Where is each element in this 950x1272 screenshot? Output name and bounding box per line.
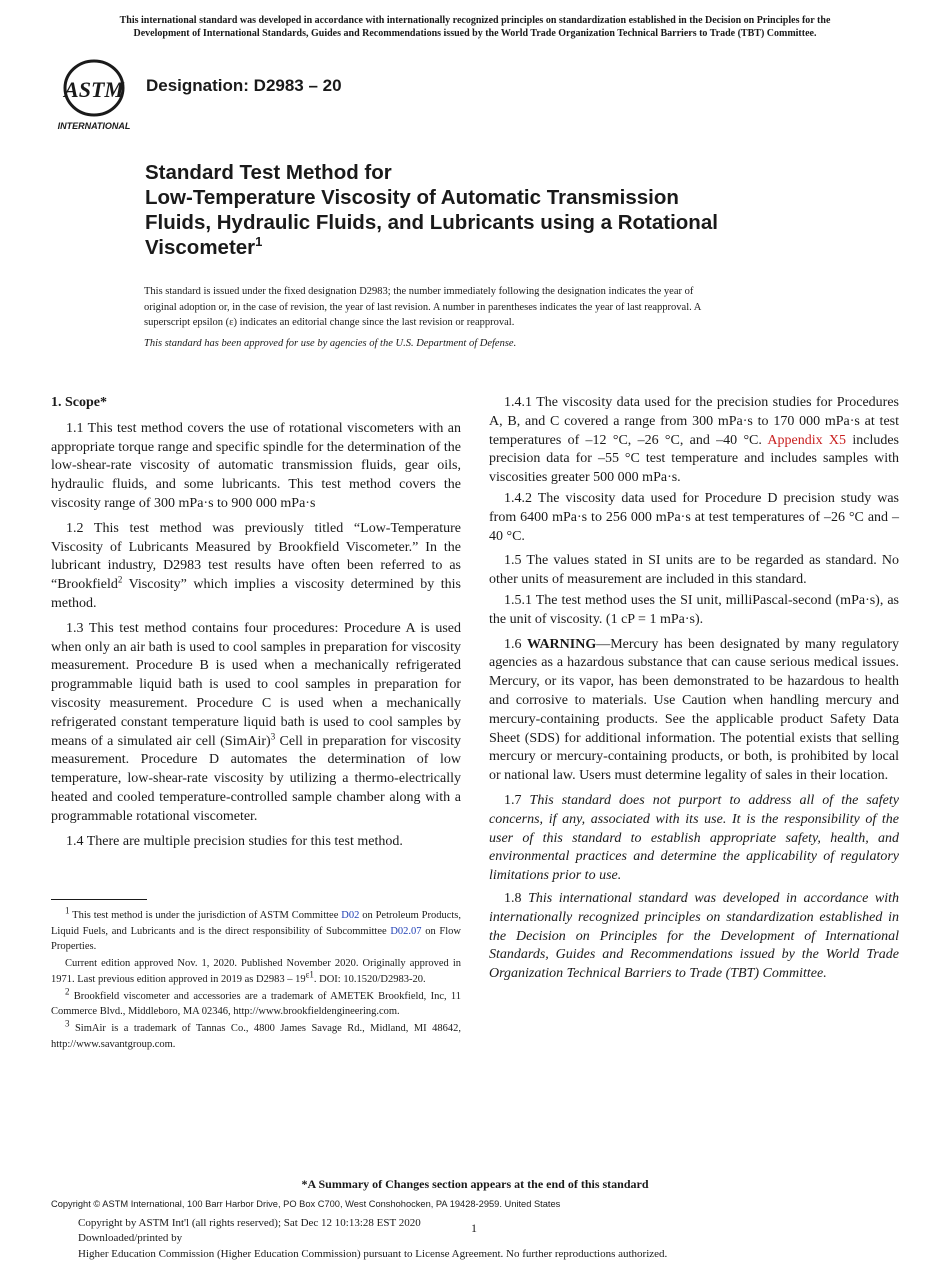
- copyright-line: Copyright © ASTM International, 100 Barr Harbor Drive, PO Box C700, West Conshohocken, PA 19428-2959. United States: [51, 1199, 561, 1209]
- footnote-number: 3: [65, 1018, 70, 1029]
- issued-note-line: superscript epsilon (ε) indicates an editorial change since the last revision or reapproval.: [144, 317, 515, 328]
- paragraph-number: 1.6: [504, 636, 527, 652]
- banner-line: Development of International Standards, Guides and Recommendations issued by the World Trade Organization Technical Barriers to Trade (TBT) Committee.: [133, 28, 817, 39]
- paragraph-1-3: [51, 620, 461, 827]
- paragraph-1-1: 1.1 This test method covers the use of rotational viscometers with an appropriate torque range and specific spindle for the determination of the low-shear-rate viscosity of automatic transmission fluids, gear oils, hydraulic fluids, and some lubricants. This test method covers the viscosity range of 300 mPa·s to 900 000 mPa·s: [51, 420, 461, 511]
- left-column: [51, 394, 461, 857]
- paragraph-1-4-2: 1.4.2 The viscosity data used for Procedure D precision study was from 6400 mPa·s to 256 000 mPa·s at test temperatures of –26 °C and –40 °C.: [489, 490, 899, 544]
- issued-note-line: original adoption or, in the case of revision, the year of last revision. A number in parentheses indicates the year of last reapproval. A: [144, 301, 702, 313]
- paragraph-1-2: [51, 520, 461, 614]
- footnote-3: [51, 1018, 461, 1052]
- tbt-banner: [40, 14, 910, 40]
- edition-note: [51, 956, 461, 987]
- designation-label: Designation: D2983: [146, 76, 304, 95]
- title-line: Standard Test Method for: [145, 161, 392, 184]
- right-column: [489, 394, 899, 990]
- paragraph-number: 1.8: [504, 890, 529, 906]
- paragraph-text: includes precision data for –55 °C test temperature and includes samples with viscosities greater 500 000 mPa·s.: [489, 432, 900, 486]
- page-number: 1: [471, 1221, 477, 1235]
- footnote-ref-2[interactable]: 2: [117, 574, 123, 585]
- footnote-divider: [51, 899, 147, 900]
- paragraph-text: 1.4.1 The viscosity data used for the precision studies for Procedures A, B, and C covered a range from 300 mPa·s to 170 000 mPa·s at test temperatures of –12 °C, –26 °C, and –40 °C.: [489, 395, 899, 448]
- document-title: [145, 160, 845, 260]
- paragraph-number: 1.7: [504, 792, 530, 808]
- banner-line: This international standard was developed in accordance with internationally recognized principles on standardization established in the Decision on Principles for the: [119, 15, 831, 26]
- committee-d02-link[interactable]: D02: [341, 910, 360, 921]
- footnote-text: Brookfield viscometer and accessories are a trademark of AMETEK Brookfield, Inc, 11 Commerce Blvd., Middleboro, MA 02346, http://www.brookfieldengineering.com.: [51, 990, 461, 1018]
- title-line: Fluids, Hydraulic Fluids, and Lubricants using a Rotational: [145, 211, 718, 234]
- title-footnote-ref[interactable]: 1: [255, 234, 263, 250]
- footnote-text: Current edition approved Nov. 1, 2020. Published November 2020. Originally approved in 1971. Last previous edition approved in 2019 as D2983 – 19: [51, 958, 461, 985]
- footnote-1: [51, 905, 462, 955]
- footnote-number: 2: [65, 986, 70, 997]
- footnote-text: on Petroleum Products, Liquid Fuels, and Lubricants and is the direct responsibility of Subcommittee: [51, 910, 461, 937]
- paragraph-text: —Mercury has been designated by many regulatory agencies as a hazardous substance that can cause serious medical issues. Mercury, or its vapor, has been demonstrated to be hazardous to health and corrosive to materials. Use Caution when handling mercury and mercury-containing products. See the applicable product Safety Data Sheet (SDS) for additional information. The potential exists that selling mercury or mercury-containing products, or both, is prohibited by local or national law. Users must determine legality of sales in their location.: [489, 636, 900, 784]
- dod-approval-note: This standard has been approved for use by agencies of the U.S. Department of Defense.: [144, 338, 517, 349]
- paragraph-text: This standard does not purport to address all of the safety concerns, if any, associated with its use. It is the responsibility of the user of this standard to establish appropriate safety, health, and environmental practices and determine the applicability of regulatory limitations prior to use.: [489, 792, 900, 884]
- paragraph-1-5: 1.5 The values stated in SI units are to be regarded as standard. No other units of measurement are included in this standard.: [489, 553, 899, 588]
- footnote-ref-3[interactable]: 3: [270, 730, 276, 741]
- download-stamp: [78, 1216, 667, 1262]
- paragraph-text: 1.3 This test method contains four procedures: Procedure A is used when only an air bath is used to cool samples in preparation for viscosity measurement. Procedure B is used when a mechanically refrigerated programmable liquid bath is used to cool samples in preparation for viscosity measurement. Procedure C is used when a mechanically refrigerated constant temperature liquid bath is used to cool samples by means of a simulated air cell (SimAir): [51, 620, 461, 749]
- title-line: Viscometer: [145, 236, 256, 259]
- issued-note: [144, 284, 810, 331]
- paragraph-1-4-1: [489, 394, 899, 488]
- astm-international-logo: [54, 58, 134, 132]
- designation-year: 20: [322, 76, 342, 95]
- appendix-x5-link[interactable]: Appendix X5: [767, 432, 847, 448]
- paragraph-1-8: [489, 890, 899, 984]
- subcommittee-d02-07-link[interactable]: D02.07: [390, 925, 422, 937]
- logo-mark: ASTM: [64, 77, 124, 102]
- epsilon-superscript: ε1: [305, 969, 314, 980]
- paragraph-1-5-1: 1.5.1 The test method uses the SI unit, milliPascal-second (mPa·s), as the unit of viscosity. (1 cP = 1 mPa·s).: [489, 592, 899, 627]
- paragraph-text: This international standard was developed in accordance with internationally recognized principles on standardization established in the Decision on Principles for the Development of International Standards, Guides and Recommendations issued by the World Trade Organization Technical Barriers to Trade (TBT) Committee.: [489, 890, 900, 982]
- footnote-text: This test method is under the jurisdiction of ASTM Committee: [69, 910, 342, 921]
- designation: [146, 76, 342, 96]
- paragraph-text: 1.2 This test method was previously titled “Low-Temperature Viscosity of Lubricants Measured by Brookfield Viscometer.” In the lubricant industry, D2983 test results have often been referred to as “Brookfield: [51, 520, 461, 593]
- title-line: Low-Temperature Viscosity of Automatic Transmission: [145, 186, 679, 209]
- footnote-text: . DOI: 10.1520/D2983-20.: [313, 973, 426, 985]
- logo-subtitle: INTERNATIONAL: [57, 121, 131, 131]
- paragraph-1-4: 1.4 There are multiple precision studies for this test method.: [66, 833, 403, 849]
- footnote-text: on Flow Properties.: [51, 925, 462, 953]
- footnote-2: [51, 986, 461, 1020]
- summary-of-changes-note: *A Summary of Changes section appears at the end of this standard: [301, 1177, 649, 1191]
- issued-note-line: This standard is issued under the fixed designation D2983; the number immediately following the designation indicates the year of: [144, 286, 694, 297]
- download-stamp-line: Higher Education Commission (Higher Education Commission) pursuant to License Agreement. No further reproductions authorized.: [78, 1247, 668, 1260]
- paragraph-1-7: [489, 792, 899, 886]
- warning-label: WARNING: [527, 636, 597, 652]
- download-stamp-line: Downloaded/printed by: [78, 1232, 183, 1245]
- footnotes: [51, 905, 462, 1053]
- section-heading-scope: 1. Scope*: [51, 395, 107, 410]
- footnote-text: SimAir is a trademark of Tannas Co., 4800 James Savage Rd., Midland, MI 48642, http://www.savantgroup.com.: [51, 1022, 461, 1050]
- paragraph-1-6: [489, 636, 899, 786]
- paragraph-text: Cell in preparation for viscosity measurement. Procedure D automates the determination of low temperature, low-shear-rate viscosity by utilizing a thermo-electrically heated and cooled temperature-controlled sample chamber along with a programmable rotational viscometer.: [51, 733, 461, 824]
- footnote-number: 1: [65, 905, 70, 916]
- paragraph-text: Viscosity” which implies a viscosity determined by this method.: [51, 577, 461, 611]
- designation-dash: –: [303, 76, 323, 95]
- download-stamp-line: Copyright by ASTM Int'l (all rights reserved); Sat Dec 12 10:13:28 EST 2020: [78, 1217, 421, 1229]
